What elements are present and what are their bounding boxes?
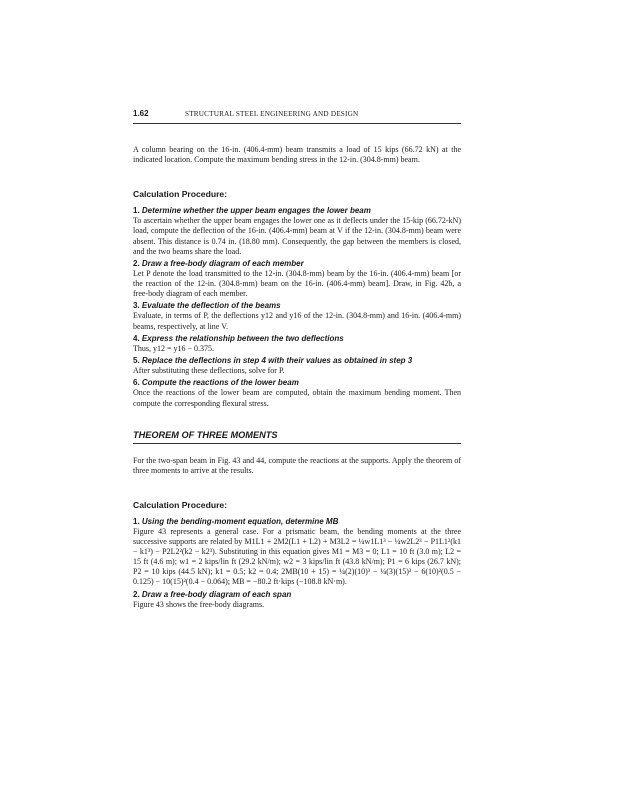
page-number: 1.62 [133,109,149,118]
step-heading [133,301,461,311]
step-number: 3. [133,301,140,311]
step-heading [133,378,461,388]
step-title: Evaluate the deflection of the beams [141,301,281,311]
step-title: Express the relationship between the two deflections [141,333,344,343]
step-number: 5. [133,355,140,365]
procedure-heading: Calculation Procedure: [133,499,228,510]
step-title: Compute the reactions of the lower beam [141,378,299,388]
step-heading [133,334,461,344]
step-text: Figure 43 shows the free-body diagrams. [133,599,265,609]
step-text: Figure 43 represents a general case. For a prismatic beam, the bending moments at the three successive supports are related by M1L1 + 2M2(L1 + L2) + M3L2 = ¼w1L1³ − ¼w2L2³ − P1L1²(k1 − k1³) − P2L2²(k2 − k2³). Substituting in this equation gives M1 = M3 = 0; L1 = 10 ft (3.0 m); L2 = 15 ft (4.6 m); w1 = 2 kips/lin ft (29.2 kN/m); w2 = 3 kips/lin ft (43.8 kN/m); P1 = 6 kips (26.7 kN); P2 = 10 kips (44.5 kN); k1 = 0.5; k2 = 0.4; 2MB(10 + 15) = ¼(2)(10)³ − ¼(3)(15)³ − 6(10)²(0.5 − 0.125) − 10(15)²(0.4 − 0.064); MB = −80.2 ft·kips (−108.8 kN·m). [133,527,461,587]
step-text: Let P denote the load transmitted to the 12-in. (304.8-mm) beam by the 16-in. (406.4-mm) beam [or the reaction of the 12-in. (304.8-mm) beam on the 16-in. (406.4-mm) beam]. Draw, in Fig. 42b, a free-body diagram of each member. [133,268,461,299]
step-heading [133,356,461,366]
step-title: Draw a free-body diagram of each member [141,258,304,268]
step-title: Draw a free-body diagram of each span [141,589,292,599]
step-title: Using the bending-moment equation, determine MB [141,516,339,526]
section-title: THEOREM OF THREE MOMENTS [133,429,278,440]
page-content [133,108,461,610]
problem-statement: A column bearing on the 16-in. (406.4-mm) beam transmits a load of 15 kips (66.72 kN) at the indicated location. Compute the maximum bending stress in the 12-in. (304.8-mm) beam. [133,145,461,165]
step-heading [133,590,461,600]
running-header [133,108,461,120]
procedure-heading: Calculation Procedure: [133,189,228,200]
step-heading [133,206,461,216]
step-title: Replace the deflections in step 4 with their values as obtained in step 3 [141,355,413,365]
step-text: Evaluate, in terms of P, the deflections y12 and y16 of the 12-in. (304.8-mm) and 16-in. (406.4-mm) beams, respectively, at line V. [133,311,461,331]
step-text: Once the reactions of the lower beam are computed, obtain the maximum bending moment. Then compute the corresponding flexural stress. [133,388,461,408]
step-title: Determine whether the upper beam engages the lower beam [141,206,371,216]
step-number: 1. [133,516,140,526]
step-heading [133,517,461,527]
step-text: After substituting these deflections, solve for P. [133,366,285,376]
step-text: Thus, y12 = y16 − 0.375. [133,343,215,353]
step-number: 2. [133,589,140,599]
running-title: STRUCTURAL STEEL ENGINEERING AND DESIGN [185,110,359,118]
step-heading [133,259,461,269]
step-text: To ascertain whether the upper beam engages the lower one as it deflects under the 15-kip (66.72-kN) load, compute the deflection of the 16-in. (406.4-mm) beam at V if the 12-in. (304.8-mm) beam were absent. This distance is 0.74 in. (18.80 mm). Consequently, the gap between the members is closed, and the two beams share the load. [133,216,461,256]
section-rule [133,443,461,444]
step-number: 4. [133,333,140,343]
step-number: 1. [133,206,140,216]
step-number: 6. [133,378,140,388]
section-intro: For the two-span beam in Fig. 43 and 44, compute the reactions at the supports. Apply the theorem of three moments to arrive at the results. [133,455,461,475]
header-rule [133,123,461,124]
step-number: 2. [133,258,140,268]
